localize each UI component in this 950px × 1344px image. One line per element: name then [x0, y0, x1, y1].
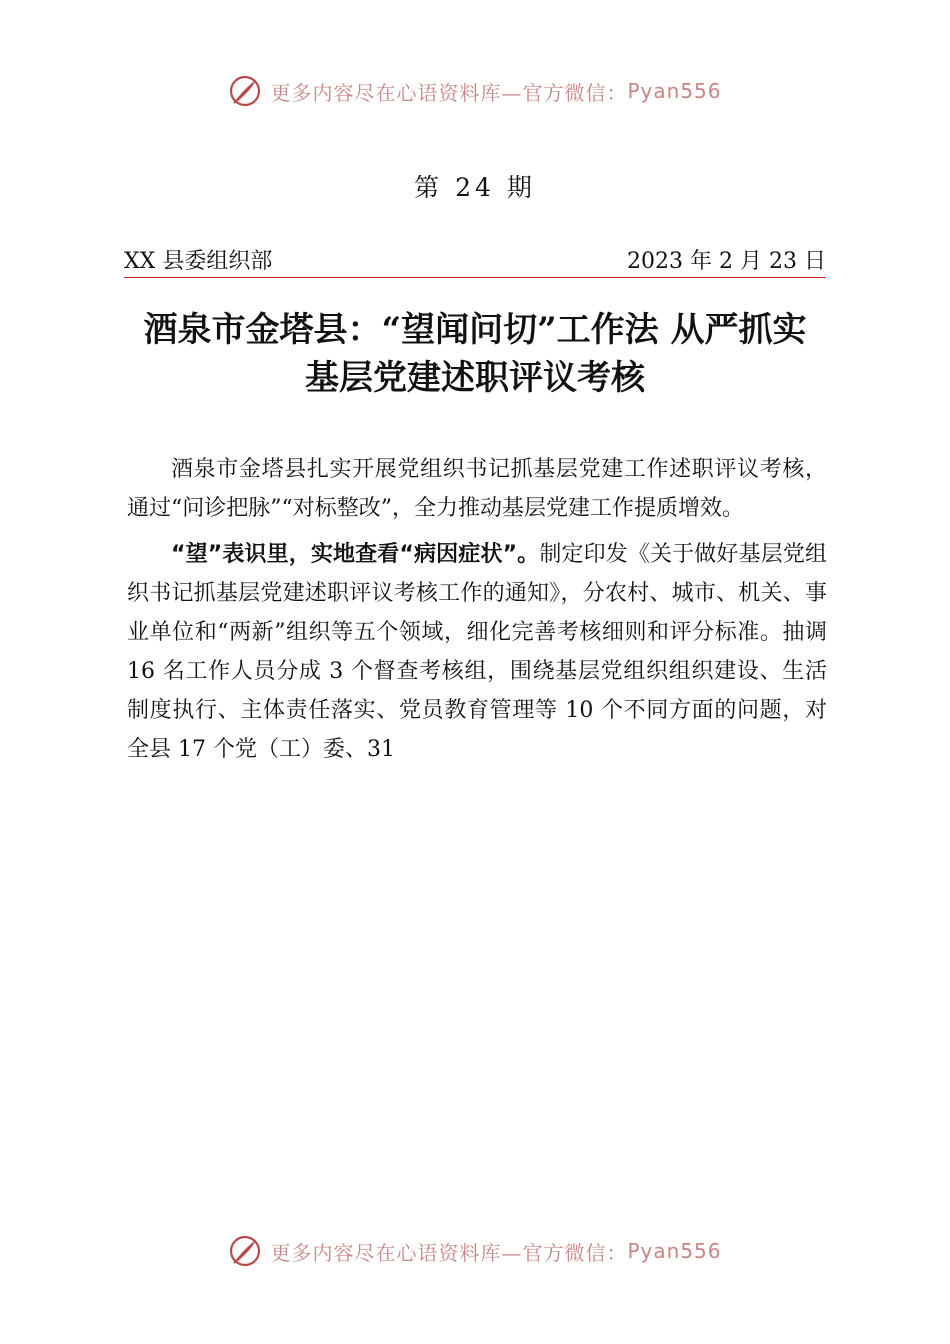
- red-divider: [124, 277, 826, 278]
- issue-date: 2023 年 2 月 23 日: [627, 249, 826, 274]
- paragraph-intro: 酒泉市金塔县扎实开展党组织书记抓基层党建工作述职评议考核，通过“问诊把脉”“对标整改”，全力推动基层党建工作提质增效。: [127, 457, 827, 521]
- issue-number: 第 24 期: [414, 173, 536, 202]
- watermark-wechat-id: Pyan556: [627, 1239, 722, 1263]
- title-line-2: 基层党建述职评议考核: [305, 358, 645, 398]
- paragraph-wang: [127, 535, 827, 769]
- watermark-text: 更多内容尽在心语资料库—官方微信：: [270, 80, 628, 105]
- watermark-wechat-id: Pyan556: [627, 79, 722, 103]
- article-title: [110, 306, 840, 402]
- quill-logo-icon: [228, 74, 262, 108]
- issuing-organization: XX 县委组织部: [124, 249, 273, 274]
- watermark-header: [0, 74, 950, 108]
- article-body: [127, 450, 827, 776]
- paragraph-text: 制定印发《关于做好基层党组织书记抓基层党建述职评议考核工作的通知》，分农村、城市、机关、事业单位和“两新”组织等五个领域，细化完善考核细则和评分标准。抽调 16 名工作人员分成 3 个督查考核组，围绕基层党组织组织建设、生活制度执行、主体责任落实、党员教育管理等 10 个不同方面的问题，对全县 17 个党（工）委、31: [127, 542, 827, 762]
- watermark-text: 更多内容尽在心语资料库—官方微信：: [270, 1240, 628, 1265]
- paragraph-lead: “望”表识里，实地查看“病因症状”。: [171, 542, 540, 567]
- title-line-1: 酒泉市金塔县：“望闻问切”工作法 从严抓实: [143, 310, 807, 350]
- quill-logo-icon: [228, 1234, 262, 1268]
- document-meta: [124, 244, 826, 275]
- watermark-footer: [0, 1234, 950, 1268]
